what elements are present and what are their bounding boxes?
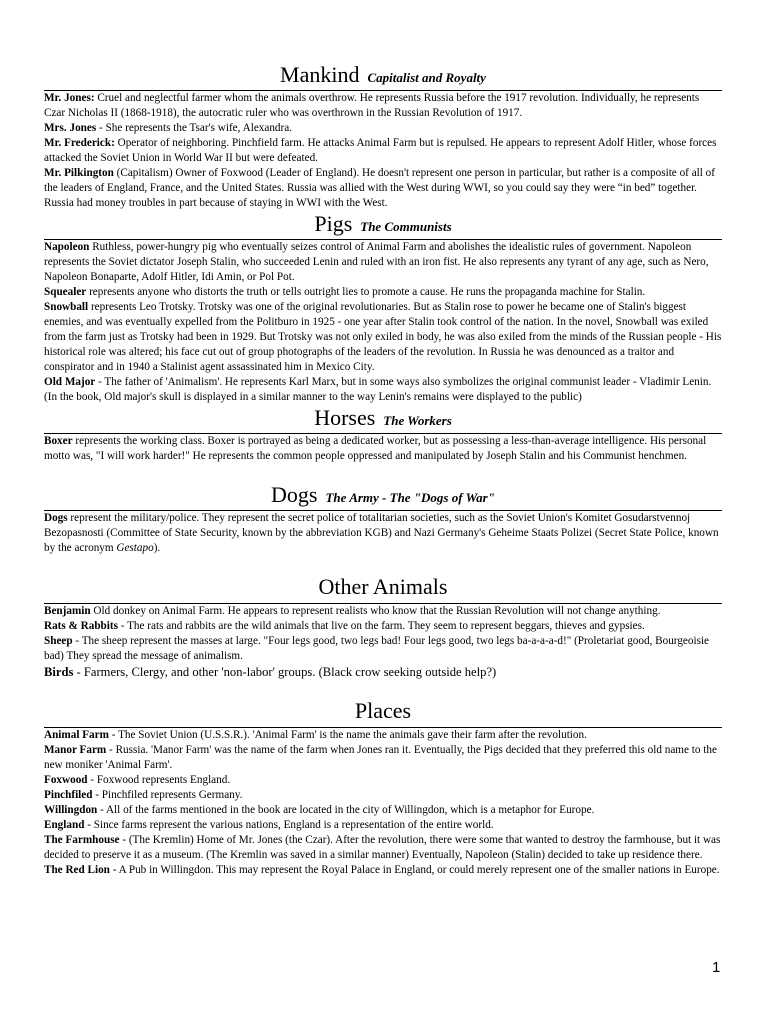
page-number: 1: [712, 959, 721, 976]
entry-mr-frederick: [44, 136, 722, 166]
entry-name: Willingdon: [44, 804, 98, 816]
entry-text: - The Soviet Union (U.S.S.R.). 'Animal Farm' is the name the animals gave their farm after the revolution.: [108, 729, 587, 741]
entry-sheep: [44, 634, 722, 664]
entry-name: Dogs: [44, 512, 68, 524]
entry-text: - She represents the Tsar's wife, Alexandra.: [96, 122, 293, 134]
section-heading-horses: [44, 407, 722, 434]
section-entries-dogs: [44, 511, 722, 556]
entry-mr-jones: [44, 91, 722, 121]
section-entries-places: [44, 728, 722, 878]
entry-name: Old Major: [44, 376, 96, 388]
entry-boxer: [44, 434, 722, 464]
entry-text: (Capitalism) Owner of Foxwood (Leader of England). He doesn't represent one person in particular, but rather is a composite of all of the leaders of England, France, and the United States. Russia was allied with the West during WWI, so you could say they were “in bed” together. Russia had money troubles in part because of staying in WWI with the West.: [44, 167, 715, 209]
section-heading-other-animals: [44, 576, 722, 604]
entry-text: Ruthless, power-hungry pig who eventually seizes control of Animal Farm and abolishes the idealistic rules of government. Napoleon represents the Soviet dictator Joseph Stalin, who succeeded Lenin and ruled with an iron fist. He also represents any tyrant of any age, such as Nero, Napoleon Bonaparte, Adolf Hitler, Idi Amin, or Pol Pot.: [44, 241, 709, 283]
section-entries-pigs: [44, 240, 722, 405]
entry-text: - Since farms represent the various nations, England is a representation of the entire world.: [84, 819, 494, 831]
section-title: Places: [354, 698, 412, 723]
section-heading-places: [44, 700, 722, 728]
entry-name: Mr. Jones:: [44, 92, 95, 104]
entry-benjamin: [44, 604, 722, 619]
entry-text: represent the military/police. They represent the secret police of totalitarian societies, such as the Soviet Union's Komitet Gosudarstvennoj Bezopasnosti (Committee of State Security, known by the abbreviation KGB) and Nazi Germany's Geheime Staats Polizei (Secret State Police, known by the acronym: [44, 512, 719, 554]
entry-name: Snowball: [44, 301, 89, 313]
entry-name: Mr. Frederick:: [44, 137, 115, 149]
entry-name: Sheep: [44, 635, 73, 647]
entry-the-red-lion: [44, 863, 722, 878]
section-subtitle: The Communists: [360, 219, 452, 234]
section-subtitle: The Army - The "Dogs of War": [325, 490, 495, 505]
entry-text: - Pinchfiled represents Germany.: [92, 789, 243, 801]
entry-name: Birds: [44, 665, 74, 679]
entry-text: - Foxwood represents England.: [87, 774, 231, 786]
entry-napoleon: [44, 240, 722, 285]
section-entries-mankind: [44, 91, 722, 211]
entry-name: Squealer: [44, 286, 87, 298]
entry-name: Benjamin: [44, 605, 91, 617]
entry-mrs-jones: [44, 121, 722, 136]
entry-name: England: [44, 819, 85, 831]
entry-name: Boxer: [44, 435, 73, 447]
entry-birds: [44, 664, 722, 681]
section-heading-pigs: [44, 213, 722, 240]
entry-animal-farm: [44, 728, 722, 743]
entry-name: Mr. Pilkington: [44, 167, 114, 179]
entry-name: Mrs. Jones: [44, 122, 97, 134]
section-entries-other-animals: [44, 604, 722, 681]
entry-text: - Russia. 'Manor Farm' was the name of the farm when Jones ran it. Eventually, the Pigs decided that they preferred this old name to the new moniker 'Animal Farm'.: [44, 744, 717, 771]
section-subtitle: Capitalist and Royalty: [367, 70, 486, 85]
entry-text: - A Pub in Willingdon. This may represent the Royal Palace in England, or could merely represent one of the smaller nations in Europe.: [109, 864, 720, 876]
entry-text: Cruel and neglectful farmer whom the animals overthrow. He represents Russia before the 1917 revolution. Individually, he represents Czar Nicholas II (1868-1918), the autocratic ruler who was overthrown in the Russian Revolution of 1917.: [44, 92, 700, 119]
entry-text: Old donkey on Animal Farm. He appears to represent realists who know that the Russian Revolution will not change anything.: [90, 605, 661, 617]
section-title: Other Animals: [318, 574, 448, 599]
entry-name: Manor Farm: [44, 744, 107, 756]
entry-the-farmhouse: [44, 833, 722, 863]
section-heading-dogs: [44, 484, 722, 511]
entry-text: Operator of neighboring. Pinchfield farm. He attacks Animal Farm but is repulsed. He appears to represent Adolf Hitler, whose forces attacked the Soviet Union in World War II but were defeated.: [44, 137, 717, 164]
entry-manor-farm: [44, 743, 722, 773]
section-title: Dogs: [271, 482, 318, 507]
entry-england: [44, 818, 722, 833]
entry-name: Foxwood: [44, 774, 88, 786]
section-heading-mankind: [44, 64, 722, 91]
entry-name: Napoleon: [44, 241, 90, 253]
entry-name: Pinchfiled: [44, 789, 93, 801]
entry-willingdon: [44, 803, 722, 818]
entry-text: represents anyone who distorts the truth or tells outright lies to promote a cause. He runs the propaganda machine for Stalin.: [86, 286, 646, 298]
section-subtitle: The Workers: [383, 413, 452, 428]
entry-name: The Farmhouse: [44, 834, 120, 846]
entry-text: represents Leo Trotsky. Trotsky was one of the original revolutionaries. But as Stalin rose to power he became one of Stalin's biggest enemies, and was eventually expelled from the Politburo in 1925 - one year after Stalin took control of the nation. In the novel, Snowball was exiled from the farm just as Trotsky had been in 1929. But Trotsky was not only exiled in body, he was also exiled from the minds of the Russian people - His historical role was altered; his face cut out of group photographs of the leaders of the revolution. In Russia he was denounced as a traitor and conspirator and in 1940 a Stalinist agent assassinated him in Mexico City.: [44, 301, 722, 373]
entry-pinchfiled: [44, 788, 722, 803]
section-entries-horses: [44, 434, 722, 464]
entry-name: The Red Lion: [44, 864, 110, 876]
entry-text: represents the working class. Boxer is portrayed as being a dedicated worker, but as possessing a less-than-average intelligence. His personal motto was, "I will work harder!" He represents the common people oppressed and manipulated by Joseph Stalin and his Communist henchmen.: [44, 435, 707, 462]
entry-text: - The rats and rabbits are the wild animals that live on the farm. They seem to represent beggars, thieves and gypsies.: [117, 620, 645, 632]
entry-foxwood: [44, 773, 722, 788]
entry-text: - The sheep represent the masses at large. "Four legs good, two legs bad! Four legs good, two legs ba-a-a-a-d!" (Proletariat good, Bourgeoisie bad) They spread the message of animalism.: [44, 635, 710, 662]
entry-mr-pilkington: [44, 166, 722, 211]
entry-rats-rabbits: [44, 619, 722, 634]
entry-old-major: [44, 375, 722, 405]
entry-squealer: [44, 285, 722, 300]
entry-text-end: ).: [153, 542, 161, 554]
entry-text: - All of the farms mentioned in the book are located in the city of Willingdon, which is a metaphor for Europe.: [97, 804, 595, 816]
entry-text: - The father of 'Animalism'. He represents Karl Marx, but in some ways also symbolizes the original communist leader - Vladimir Lenin. (In the book, Old major's skull is displayed in a similar manner to the way Lenin's remains were displayed to the public): [44, 376, 712, 403]
entry-text-italic: Gestapo: [116, 542, 154, 554]
entry-text: - (The Kremlin) Home of Mr. Jones (the Czar). After the revolution, there were some that wanted to destroy the farmhouse, but it was decided to preserve it as a museum. (The Kremlin was saved in a similar manner) Eventually, Napoleon (Stalin) decided to take up residence there.: [44, 834, 721, 861]
section-title: Mankind: [280, 62, 360, 87]
page-content: [44, 64, 722, 878]
section-title: Pigs: [314, 211, 353, 236]
entry-snowball: [44, 300, 722, 375]
entry-name: Rats & Rabbits: [44, 620, 118, 632]
entry-text: - Farmers, Clergy, and other 'non-labor' groups. (Black crow seeking outside help?): [73, 665, 497, 679]
section-title: Horses: [314, 405, 376, 430]
entry-dogs: [44, 511, 722, 556]
entry-name: Animal Farm: [44, 729, 109, 741]
